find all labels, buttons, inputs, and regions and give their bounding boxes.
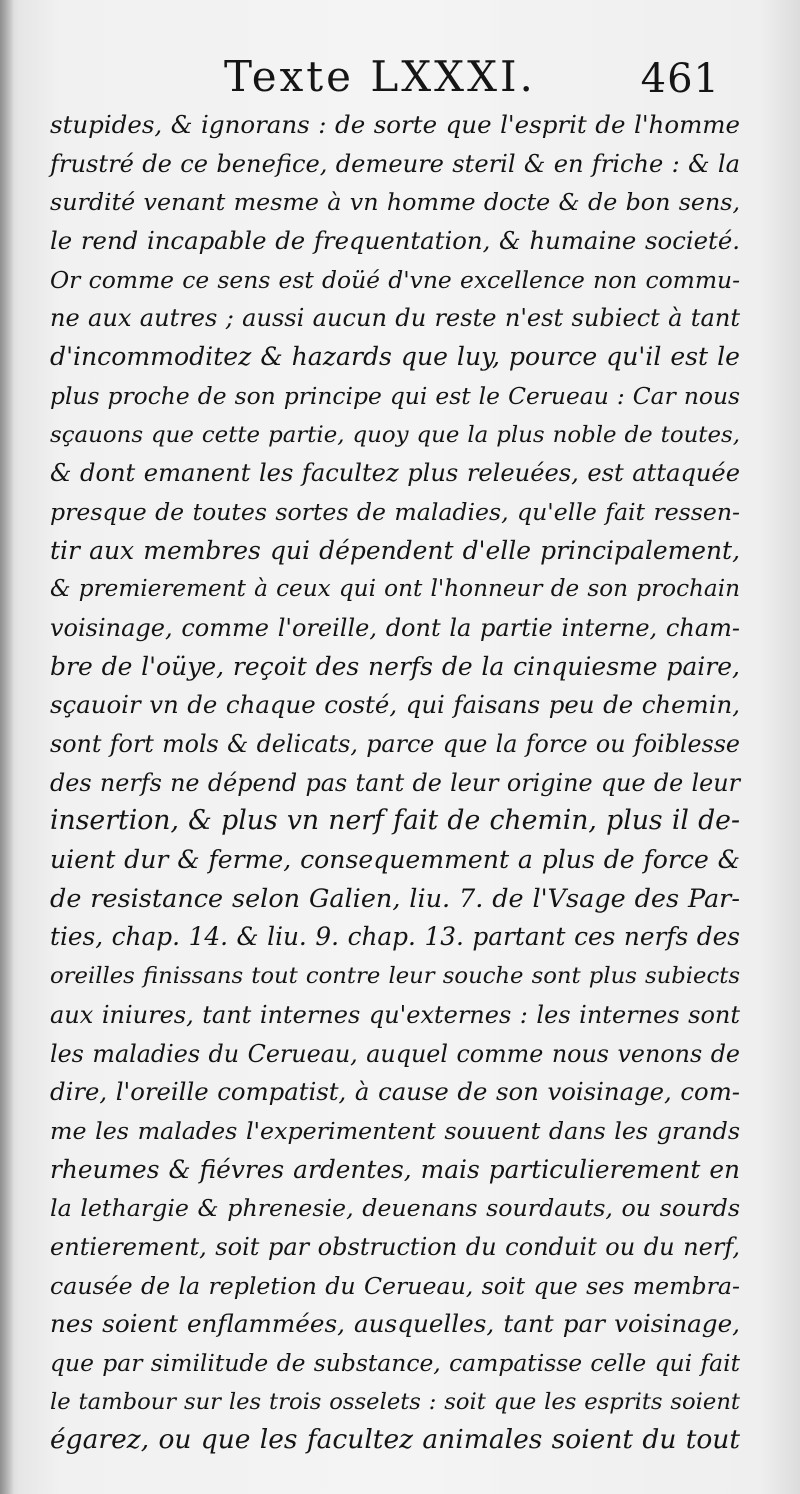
text-line: & dont emanent les facultez plus releuées, est attaquée xyxy=(50,459,740,488)
text-line: rheumes & fiévres ardentes, mais particulierement en xyxy=(50,1154,740,1184)
text-line: la lethargie & phrenesie, deuenans sourdauts, ou sourds xyxy=(50,1194,740,1223)
body-text xyxy=(50,106,740,1460)
text-line: me les malades l'experimentent souuent dans les grands xyxy=(50,1116,740,1145)
running-title: Texte LXXXI. xyxy=(224,52,536,101)
text-line: causée de la repletion du Cerueau, soit que ses membra- xyxy=(50,1271,740,1300)
text-line: & premierement à ceux qui ont l'honneur de son prochain xyxy=(50,576,740,603)
text-line: surdité venant mesme à vn homme docte & de bon sens, xyxy=(50,188,740,217)
page-header xyxy=(200,52,720,112)
text-line: uient dur & ferme, consequemment a plus de force & xyxy=(50,845,740,875)
text-line: le tambour sur les trois osselets : soit que les esprits soient xyxy=(50,1388,740,1415)
text-line: que par similitude de substance, campatisse celle qui fait xyxy=(50,1349,740,1377)
text-line: entierement, soit par obstruction du conduit ou du nerf, xyxy=(50,1232,740,1261)
text-line: des nerfs ne dépend pas tant de leur origine que de leur xyxy=(50,768,740,797)
text-line: bre de l'oüye, reçoit des nerfs de la cinquiesme paire, xyxy=(50,651,740,681)
text-line: sont fort mols & delicats, parce que la force ou foiblesse xyxy=(50,730,740,758)
text-line: tir aux membres qui dépendent d'elle principalement, xyxy=(50,535,740,565)
text-line: sçauons que cette partie, quoy que la plus noble de toutes, xyxy=(50,421,740,448)
text-line: le rend incapable de frequentation, & humaine societé. xyxy=(50,226,740,256)
text-line: d'incommoditez & hazards que luy, pource qu'il est le xyxy=(50,342,740,372)
text-line: oreilles finissans tout contre leur souche sont plus subiects xyxy=(50,963,740,990)
text-line: voisinage, comme l'oreille, dont la partie interne, cham- xyxy=(50,613,740,642)
text-line: ties, chap. 14. & liu. 9. chap. 13. partant ces nerfs des xyxy=(50,922,740,952)
page-number: 461 xyxy=(640,56,720,102)
text-line: nes soient enflammées, ausquelles, tant par voisinage, xyxy=(50,1309,740,1339)
text-line: presque de toutes sortes de maladies, qu'elle fait ressen- xyxy=(50,497,740,526)
text-line: frustré de ce benefice, demeure steril & en friche : & la xyxy=(50,149,740,178)
text-line: ne aux autres ; aussi aucun du reste n'est subiect à tant xyxy=(50,304,740,333)
text-line: insertion, & plus vn nerf fait de chemin, plus il de- xyxy=(50,805,740,837)
text-line: plus proche de son principe qui est le Cerueau : Car nous xyxy=(50,381,740,410)
text-line: Or comme ce sens est doüé d'vne excellence non commu- xyxy=(50,265,740,294)
text-line: stupides, & ignorans : de sorte que l'esprit de l'homme xyxy=(50,110,740,139)
text-line: aux iniures, tant internes qu'externes : les internes sont xyxy=(50,1000,740,1029)
text-line: les maladies du Cerueau, auquel comme nous venons de xyxy=(50,1039,740,1068)
text-line: de resistance selon Galien, liu. 7. de l'Vsage des Par- xyxy=(50,883,740,914)
text-line: dire, l'oreille compatist, à cause de son voisinage, com- xyxy=(50,1077,740,1107)
text-line: égarez, ou que les facultez animales soient du tout xyxy=(50,1424,740,1456)
text-line: sçauoir vn de chaque costé, qui faisans peu de chemin, xyxy=(50,690,740,720)
